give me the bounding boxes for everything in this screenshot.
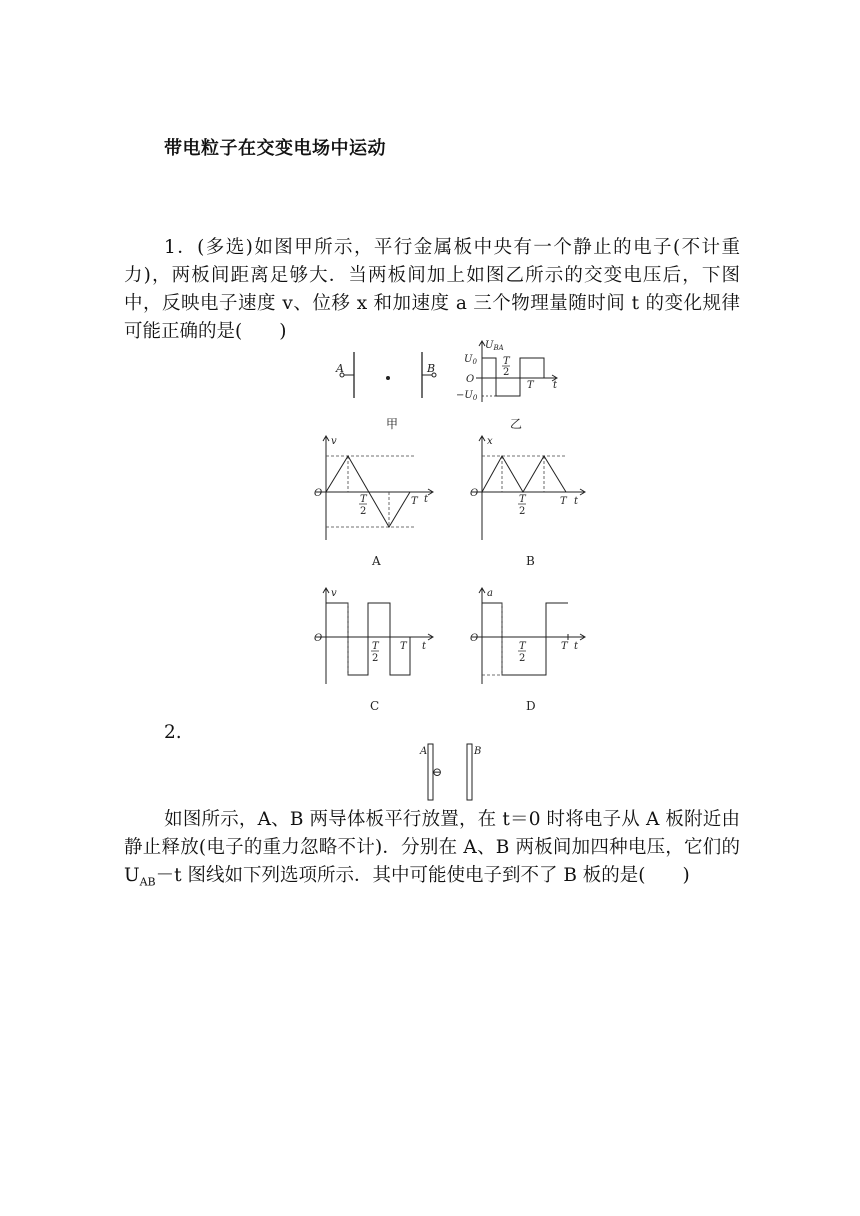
svg-text:t: t [422,641,427,652]
svg-text:A: A [372,554,381,568]
option-b-graph [466,432,596,568]
svg-text:x: x [487,436,493,447]
option-a-graph [310,432,440,568]
svg-text:t: t [574,641,579,652]
question-1-body: 1．(多选)如图甲所示，平行金属板中央有一个静止的电子(不计重力)，两板间距离足够大．当两板间加上如图乙所示的交变电压后，下图中，反映电子速度 v、位移 x 和加速度 a 三个物理量随时间 t 的变化规律可能正确的是( ) [124,237,740,342]
svg-text:U0: $U_0$ [464,354,477,366]
svg-text:T: T [503,356,510,367]
svg-text:O: O [314,488,323,499]
svg-text:T: T [400,641,407,652]
svg-text:v: v [331,588,337,599]
svg-text:D: D [526,699,536,713]
svg-text:T: T [519,494,526,505]
figure-jia [330,350,450,434]
figure-jia-caption: 甲 [386,417,399,431]
svg-text:O: O [466,374,475,385]
svg-text:t: t [424,494,429,505]
svg-text:2: 2 [372,653,379,664]
svg-text:O: O [314,633,323,644]
svg-text:C: C [370,699,380,713]
svg-text:T: T [560,496,567,507]
svg-text:2: 2 [519,653,526,664]
question-2-number: 2. [164,722,182,743]
question-1-text [124,234,740,346]
svg-text:t: t [553,380,558,391]
svg-text:t: t [574,496,579,507]
svg-text:2: 2 [519,506,526,517]
svg-text:2: 2 [503,367,510,378]
svg-text:A: A [420,746,428,757]
option-d-graph [466,584,596,714]
figure-yi-caption: 乙 [510,417,523,431]
svg-text:T: T [411,496,418,507]
electron-symbol: ⊖ [432,765,443,779]
question-2-text: 如图所示，A、B 两导体板平行放置，在 t＝0 时将电子从 A 板附近由静止释放(电子的重力忽略不计)．分别在 A、B 两板间加四种电压，它们的 $U_{AB}-t$ 图线如下列选项所示．其中可能使电子到不了 B 板的是( ) [124,809,740,889]
question-2-figure [412,740,492,806]
svg-text:T: T [372,641,379,652]
svg-text:T: T [561,641,568,652]
svg-text:B: B [526,554,535,568]
svg-text:T: T [527,380,534,391]
svg-text:2: 2 [360,506,367,517]
plate-a-label: A [336,362,344,375]
option-c-graph [310,584,440,714]
svg-text:B: B [474,746,482,757]
svg-text:O: O [470,633,479,644]
plate-b-label: B [427,362,436,375]
svg-text:−U0: $-U_0$ [456,390,478,402]
section-title: 带电粒子在交变电场中运动 [164,138,386,159]
electron-dot [386,376,390,380]
figure-yi [452,338,572,434]
svg-text:T: T [519,641,526,652]
svg-text:a: a [487,588,493,599]
svg-text:UBA: $U_{BA}$ [485,340,504,352]
svg-text:T: T [360,494,367,505]
svg-text:v: v [331,436,337,447]
svg-text:O: O [470,488,479,499]
